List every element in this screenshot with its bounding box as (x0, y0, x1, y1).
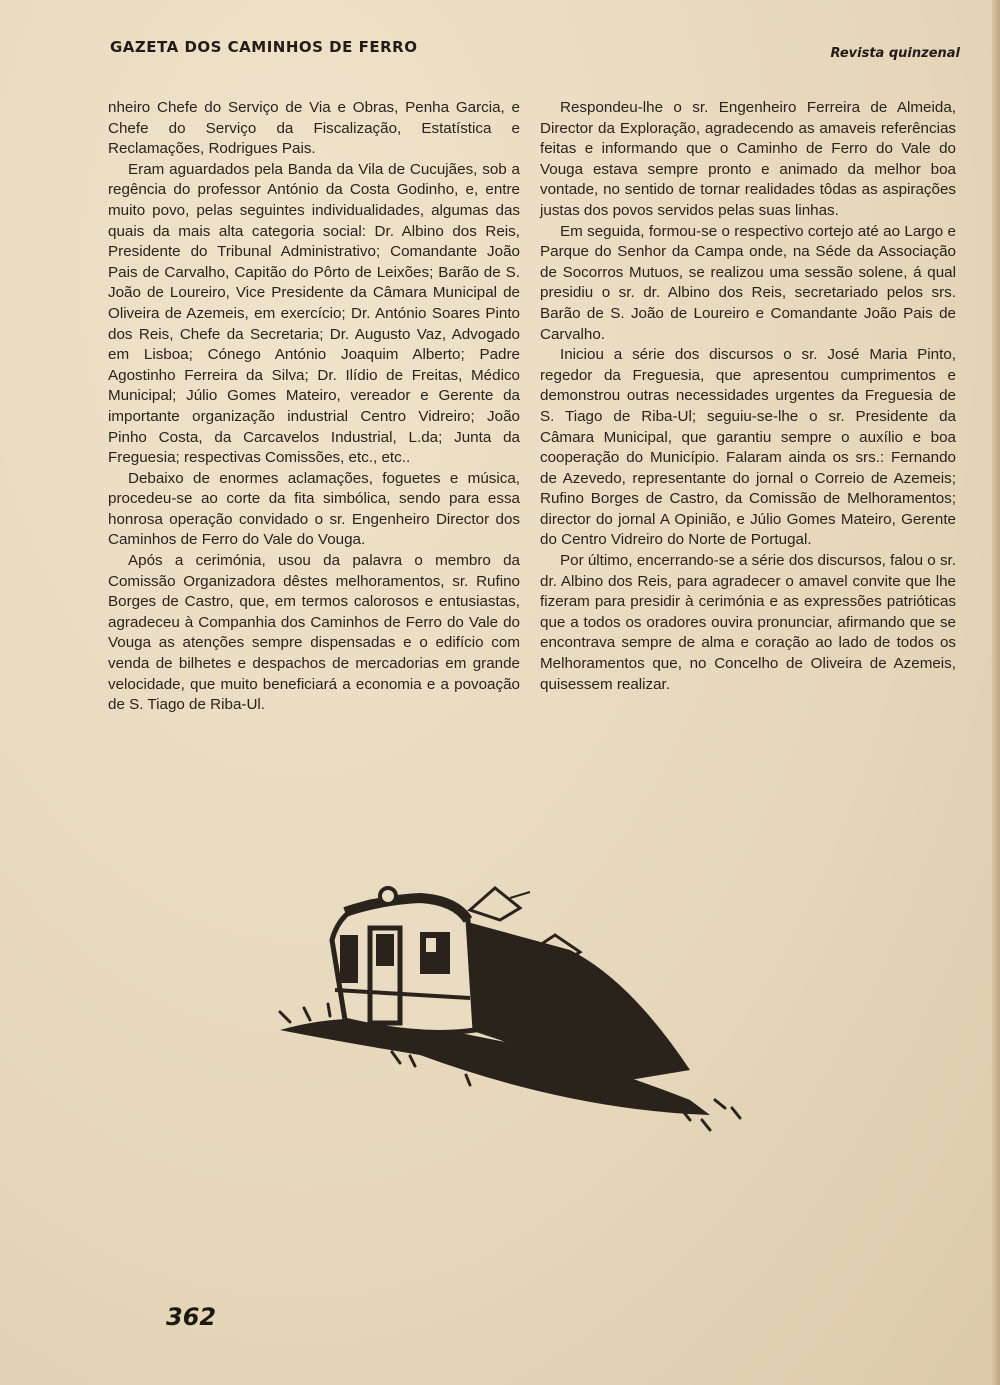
paragraph: Após a cerimónia, usou da palavra o membro da Comissão Organizadora dêstes melhoramentos, sr. Rufino Borges de Castro, que, em termos calorosos e entusiastas, agradeceu à Companhia dos Caminhos de Ferro do Vale do Vouga as atenções sempre dispensadas e o edifício com venda de bilhetes e despachos de mercadorias em grande velocidade, que muito beneficiará a economia e a povoação de S. Tiago de Riba-Ul. (108, 552, 520, 714)
publication-subtitle: Revista quinzenal (830, 46, 960, 61)
right-column (540, 98, 956, 695)
paragraph: Eram aguardados pela Banda da Vila de Cucujães, sob a regência do professor António da Costa Godinho, e, entre muito povo, pelas seguintes individualidades, algumas das quais da mais alta categoria social: Dr. Albino dos Reis, Presidente do Tribunal Administrativo; Comandante João Pais de Carvalho, Capitão do Pôrto de Leixões; Barão de S. João de Loureiro, Vice Presidente da Câmara Municipal de Oliveira de Azemeis, em exercício; Dr. António Soares Pinto dos Reis, Chefe da Secretaria; Dr. Augusto Vaz, Advogado em Lisboa; Cónego António Joaquim Alberto; Padre Agostinho Ferreira da Silva; Dr. Ilídio de Freitas, Médico Municipal; Júlio Gomes Mateiro, vereador e Gerente da importante organização industrial Centro Vidreiro; João Pinho Costa, da Carcavelos Industrial, L.da; Junta da Freguesia; respectivas Comissões, etc., etc.. (108, 160, 520, 467)
paragraph: Debaixo de enormes aclamações, foguetes e música, procedeu-se ao corte da fita simbólica, sendo para essa honrosa operação convidado o sr. Engenheiro Director dos Caminhos de Ferro do Vale do Vouga. (108, 469, 520, 549)
paragraph: Por último, encerrando-se a série dos discursos, falou o sr. dr. Albino dos Reis, para agradecer o amavel convite que lhe fizeram para presidir à cerimónia e as expressões patrióticas que a todos os oradores ouvira pronunciar, afirmando que se encontrava sempre de alma e coração ao lado de todos os Melhoramentos que, no Concelho de Oliveira de Azemeis, quisessem realizar. (540, 552, 956, 693)
left-column (108, 98, 520, 716)
railcar-illustration (270, 880, 770, 1155)
page-number: 362 (166, 1303, 217, 1331)
publication-title: GAZETA DOS CAMINHOS DE FERRO (110, 38, 418, 56)
paragraph: nheiro Chefe do Serviço de Via e Obras, Penha Garcia, e Chefe do Serviço da Fiscalização, Estatística e Reclamações, Rodrigues Pais. (108, 99, 520, 158)
page-edge (992, 0, 1000, 1385)
paragraph: Respondeu-lhe o sr. Engenheiro Ferreira de Almeida, Director da Exploração, agradecendo as amaveis referências feitas e informando que o Caminho de Ferro do Vale do Vouga estava sempre pronto e animado da melhor boa vontade, no sentido de tornar realidades tôdas as aspirações justas dos povos servidos pelas suas linhas. (540, 99, 956, 219)
paragraph: Em seguida, formou-se o respectivo cortejo até ao Largo e Parque do Senhor da Campa onde, na Séde da Associação de Socorros Mutuos, se realizou uma sessão solene, á qual presidiu o sr. dr. Albino dos Reis, secretariado pelos srs. Barão de S. João de Loureiro e Comandante João Pais de Carvalho. (540, 222, 956, 343)
paragraph: Iniciou a série dos discursos o sr. José Maria Pinto, regedor da Freguesia, que apresentou cumprimentos e demonstrou outras necessidades urgentes da Freguesia de S. Tiago de Riba-Ul; seguiu-se-lhe o sr. Presidente da Câmara Municipal, que garantiu sempre o auxílio e boa cooperação do Município. Falaram ainda os srs.: Fernando de Azevedo, representante do jornal o Correio de Azemeis; Rufino Borges de Castro, da Comissão de Melhoramentos; director do jornal A Opinião, e Júlio Gomes Mateiro, Gerente do Centro Vidreiro do Norte de Portugal. (540, 346, 956, 549)
electric-railcar-icon (270, 880, 770, 1150)
